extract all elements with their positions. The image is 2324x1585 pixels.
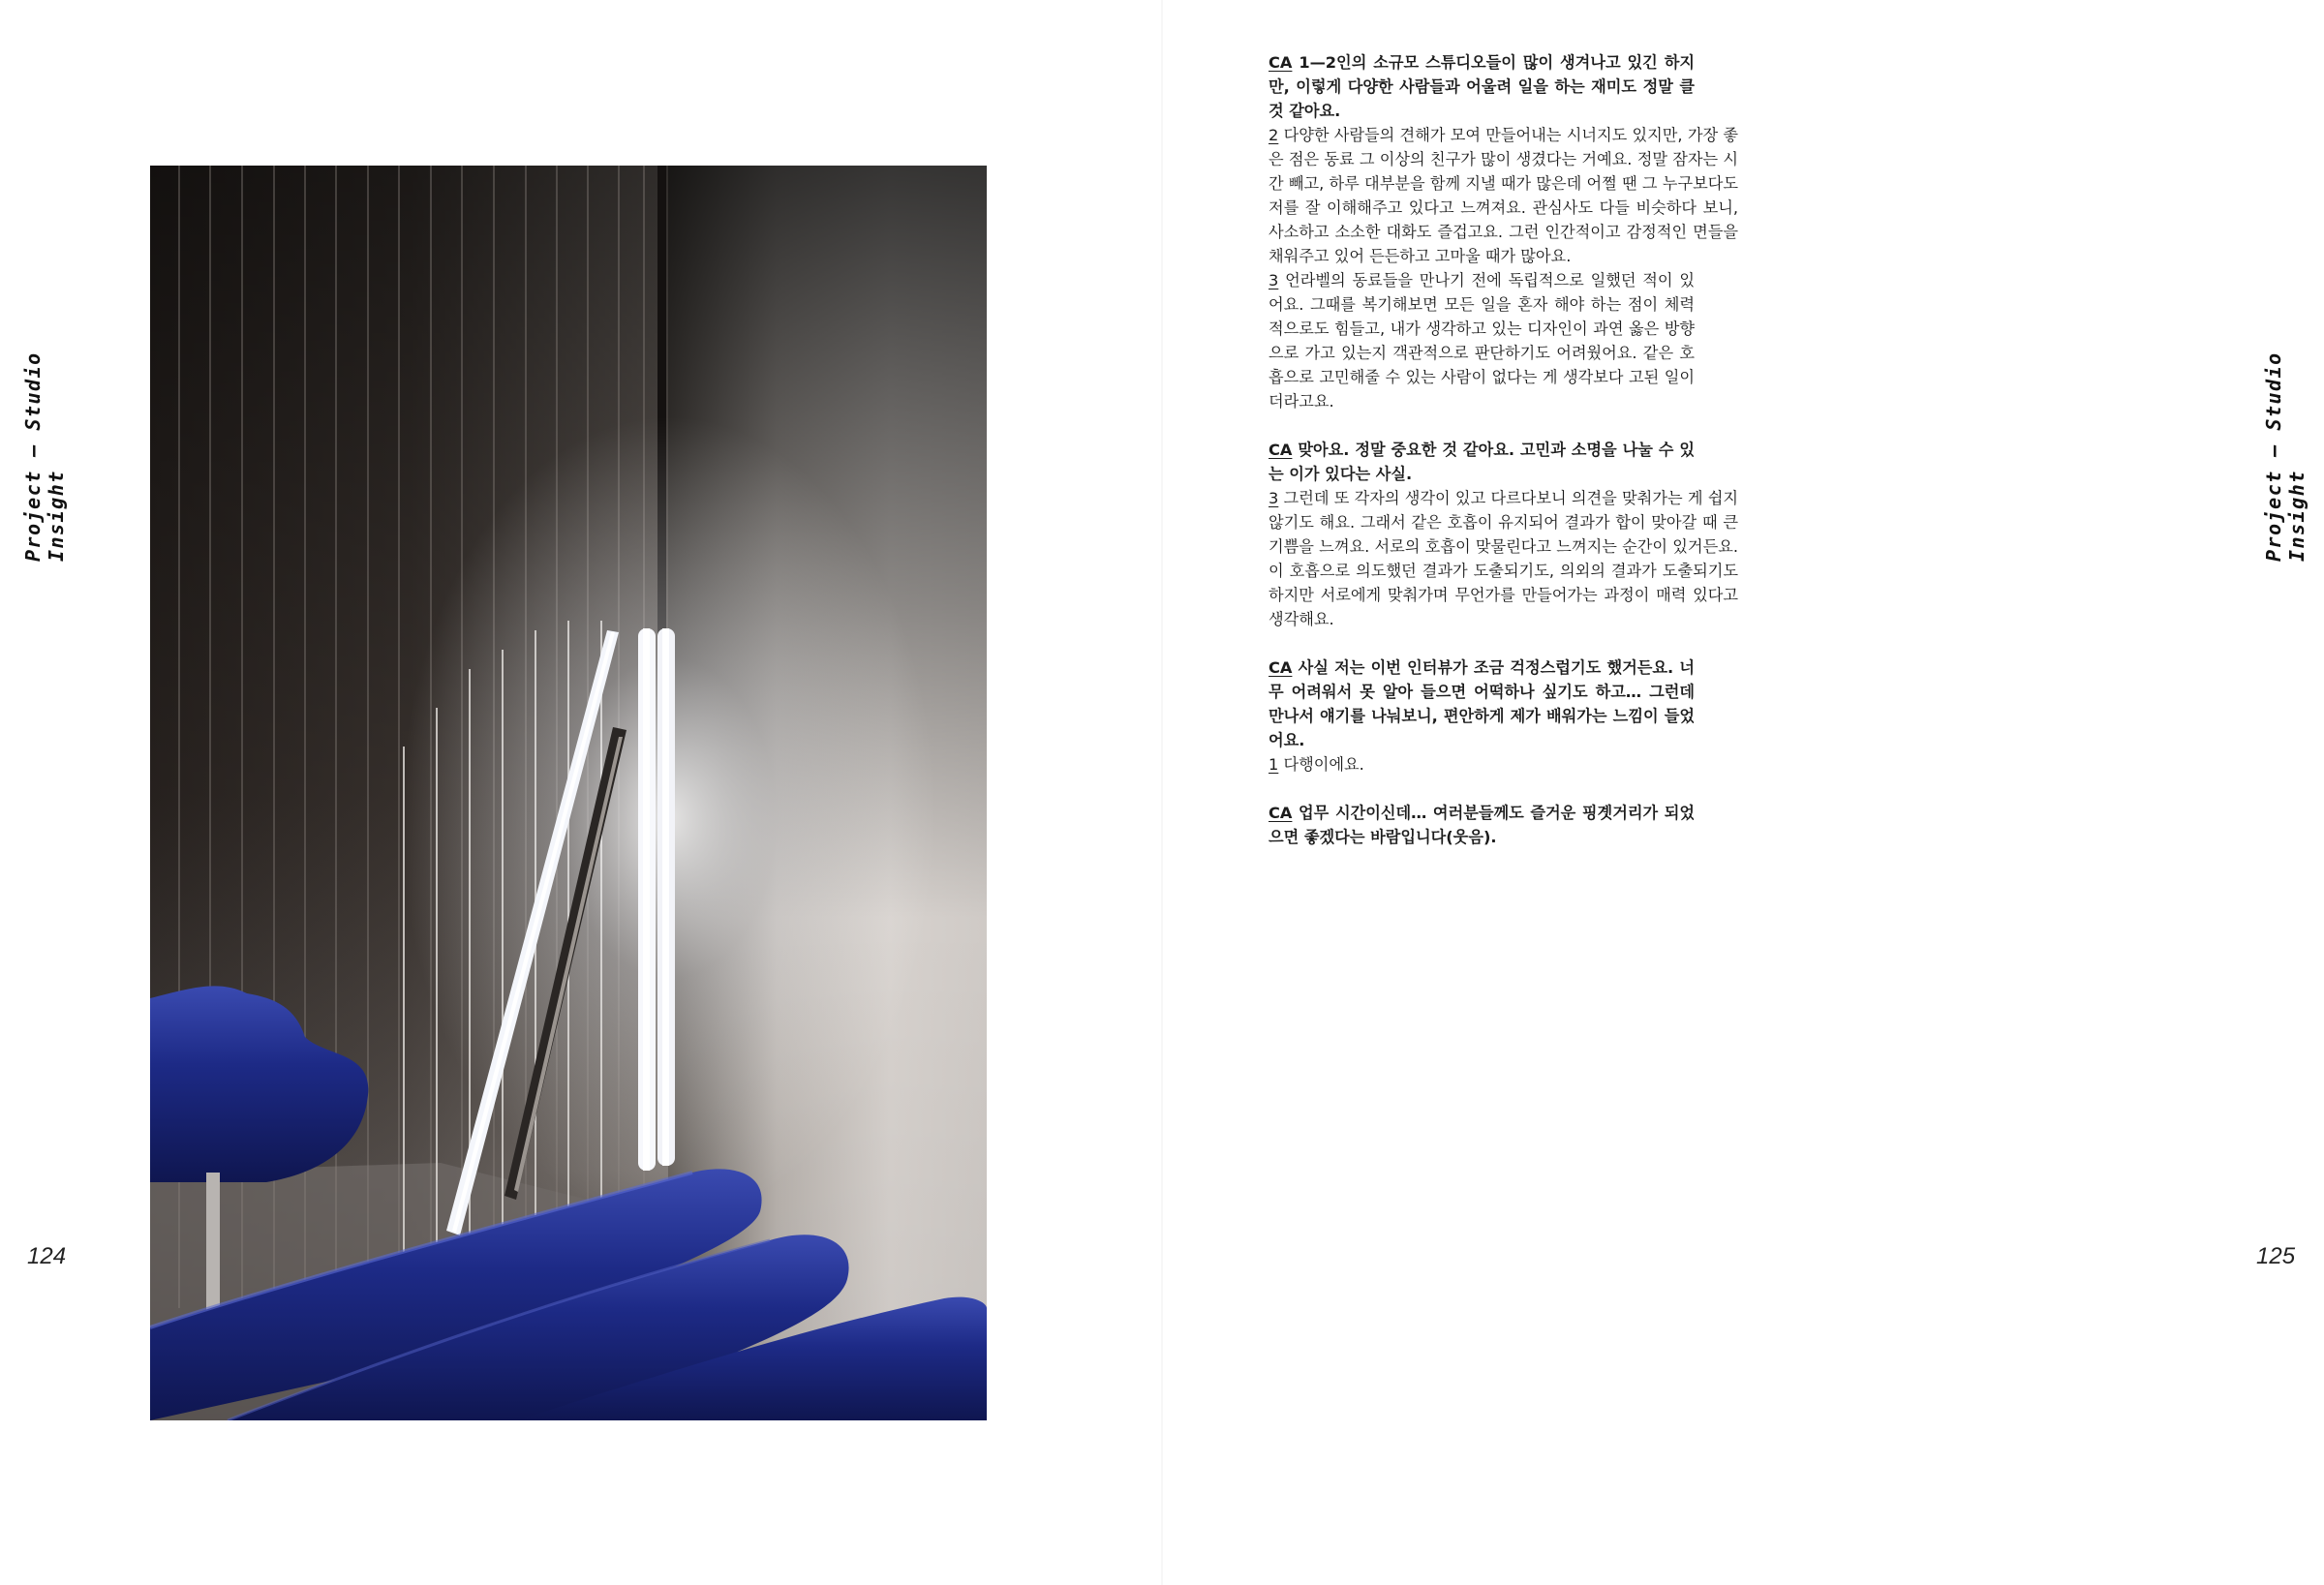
question-text: 업무 시간이신데… 여러분들께도 즐거운 핑곗거리가 되었으면 좋겠다는 바람입니다(웃음). [1269,804,1695,846]
interview-question [1269,50,1695,123]
answer-text: 언라벨의 동료들을 만나기 전에 독립적으로 일했던 적이 있어요. 그때를 복기해보면 모든 일을 혼자 해야 하는 점이 체력적으로도 힘들고, 내가 생각하고 있는 디자인이 과연 옳은 방향으로 가고 있는지 객관적으로 판단하기도 어려웠어요. 같은 호흡으로 고민해줄 수 있는 사람이 없다는 게 생각보다 고된 일이더라고요. [1269,271,1695,411]
answer-text: 그런데 또 각자의 생각이 있고 다르다보니 의견을 맞춰가는 게 쉽지 않기도 해요. 그래서 같은 호흡이 유지되어 결과가 합이 맞아갈 때 큰 기쁨을 느껴요. 서로의 호흡이 맞물린다고 느껴지는 순간이 있거든요. 이 호흡으로 의도했던 결과가 도출되기도, 의외의 결과가 도출되기도 하지만 서로에게 맞춰가며 무언가를 만들어가는 과정이 매력 있다고 생각해요. [1269,489,1738,628]
interview-question [1269,801,1695,849]
interview-answer [1269,752,1738,777]
speaker-number: 2 [1269,126,1279,144]
answer-text: 다양한 사람들의 견해가 모여 만들어내는 시너지도 있지만, 가장 좋은 점은 동료 그 이상의 친구가 많이 생겼다는 거예요. 정말 잠자는 시간 빼고, 하루 대부분을 함께 지낼 때가 많은데 어쩔 땐 그 누구보다도 저를 잘 이해해주고 있다고 느껴져요. 관심사도 다들 비슷하다 보니, 사소하고 소소한 대화도 즐겁고요. 그런 인간적이고 감정적인 면들을 채워주고 있어 든든하고 고마울 때가 많아요. [1269,126,1738,265]
speaker-number: 3 [1269,489,1279,507]
answer-text: 다행이에요. [1278,755,1364,774]
interview-answer [1269,268,1695,413]
running-head-left: Project — Studio Insight [21,351,68,562]
question-text: 사실 저는 이번 인터뷰가 조금 걱정스럽기도 했거든요. 너무 어려워서 못 알아 들으면 어떡하나 싶기도 하고… 그런데 만나서 얘기를 나눠보니, 편안하게 제가 배워가는 느낌이 들었어요. [1269,658,1695,749]
question-text: 맞아요. 정말 중요한 것 같아요. 고민과 소명을 나눌 수 있는 이가 있다는 사실. [1269,441,1695,483]
page-number-right: 125 [2256,1243,2296,1269]
interview-answer [1269,486,1738,631]
studio-photo [150,166,987,1420]
speaker-number: 1 [1269,755,1279,774]
speaker-label: CA [1269,804,1293,822]
running-head-right: Project — Studio Insight [2262,351,2309,562]
spread-gutter [1161,0,1163,1585]
interview-question [1269,655,1695,752]
speaker-label: CA [1269,658,1293,677]
interview-question [1269,438,1695,486]
page-number-left: 124 [27,1243,67,1269]
question-text: 1—2인의 소규모 스튜디오들이 많이 생겨나고 있긴 하지만, 이렇게 다양한 사람들과 어울려 일을 하는 재미도 정말 클 것 같아요. [1269,53,1695,120]
interview-answer [1269,123,1738,268]
speaker-label: CA [1269,441,1293,459]
speaker-number: 3 [1269,271,1279,290]
speaker-label: CA [1269,53,1293,72]
interview-text [1269,50,1820,849]
